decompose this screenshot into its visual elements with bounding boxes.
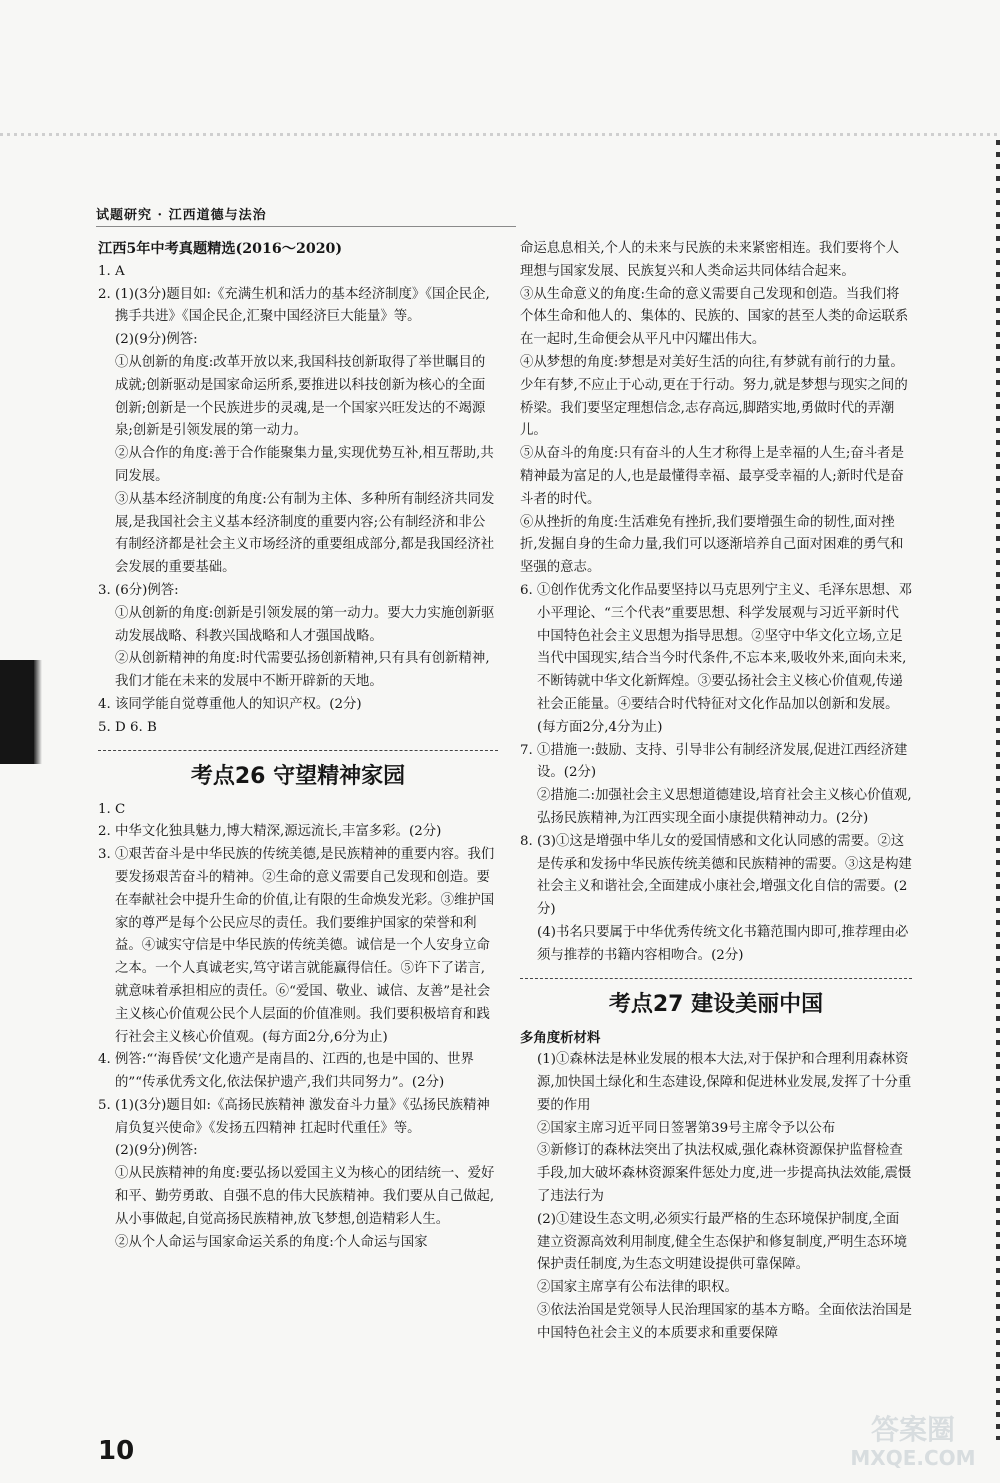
answer-3-part: ②从创新精神的角度:时代需要弘扬创新精神,只有具有创新精神,我们才能在未来的发展中不断开辟新的天地。 — [115, 651, 490, 690]
answer-7: 7. ①措施一:鼓励、支持、引导非公有制经济发展,促进江西经济建设。(2分) — [520, 742, 908, 781]
answer-2-part: (2)(9分)例答: — [115, 332, 198, 348]
topic27-answer: ②国家主席习近平同日签署第39号主席令予以公布 — [537, 1120, 836, 1136]
scan-artifact-line — [0, 133, 1000, 136]
continued-point: ⑥从挫折的角度:生活难免有挫折,我们要增强生命的韧性,面对挫折,发掘自身的生命力量,我们可以逐渐培养自己面对困难的勇气和坚强的意志。 — [520, 514, 904, 576]
topic-26-heading: 考点26 守望精神家园 — [190, 763, 406, 789]
watermark-logo — [836, 1405, 990, 1475]
section-title: 江西5年中考真题精选(2016～2020) — [98, 241, 343, 257]
answer-8: 8. (3)①这是增强中华儿女的爱国情感和文化认同感的需要。②这是传承和发扬中华民族传统美德和民族精神的需要。③这是构建社会主义和谐社会,全面建成小康社会,增强文化自信的需要。(2分) — [520, 833, 912, 918]
page-number: 10 — [98, 1436, 135, 1466]
topic27-answer: ③新修订的森林法突出了执法权威,强化森林资源保护监督检查手段,加大破坏森林资源案件惩处力度,进一步提高执法效能,震慑了违法行为 — [537, 1143, 912, 1205]
continued-text: 命运息息相关,个人的未来与民族的未来紧密相连。我们要将个人理想与国家发展、民族复兴和人类命运共同体结合起来。 — [520, 241, 900, 279]
answer-2-part: ③从基本经济制度的角度:公有制为主体、多种所有制经济共同发展,是我国社会主义基本经济制度的重要内容;公有制经济和非公有制经济都是社会主义市场经济的重要组成部分,都是我国经济社会发展的重要基础。 — [115, 491, 495, 576]
running-header: 试题研究 · 江西道德与法治 — [96, 208, 267, 223]
answer-7-part: ②措施二:加强社会主义思想道德建设,培育社会主义核心价值观,弘扬民族精神,为江西实现全面小康提供精神动力。(2分) — [537, 788, 912, 826]
side-tab-shadow — [34, 660, 42, 764]
right-column — [520, 238, 912, 1346]
section-divider — [520, 978, 912, 979]
continued-point: ⑤从奋斗的角度:只有奋斗的人生才称得上是幸福的人生;奋斗者是精神最为富足的人,也是最懂得幸福、最享受幸福的人;新时代是奋斗者的时代。 — [520, 446, 904, 507]
topic-27-heading: 考点27 建设美丽中国 — [608, 991, 824, 1017]
topic27-answer: (2)①建设生态文明,必须实行最严格的生态环境保护制度,全面建立资源高效利用制度,健全生态保护和修复制度,严明生态环境保护责任制度,为生态文明建设提供可靠保障。 — [537, 1211, 908, 1273]
topic26-answer: 4. 例答:“‘海昏侯’文化遗产是南昌的、江西的,也是中国的、世界的”“传承优秀文化,依法保护遗产,我们共同努力”。(2分) — [98, 1052, 474, 1091]
answer-8-part: (4)书名只要属于中华优秀传统文化书籍范围内即可,推荐理由必须与推荐的书籍内容相吻合。(2分) — [537, 924, 909, 963]
topic26-answer: 3. ①艰苦奋斗是中华民族的传统美德,是民族精神的重要内容。我们要发扬艰苦奋斗的精神。②生命的意义需要自己发现和创造。要在奉献社会中提升生命的价值,让有限的生命焕发光彩。③维护国家的尊严是每个公民应尽的责任。我们要维护国家的荣誉和利益。④诚实守信是中华民族的传统美德。诚信是一个人安身立命之本。一个人真诚老实,笃守诺言就能赢得信任。⑤许下了诺言,就意味着承担相应的责任。⑥“爱国、敬业、诚信、友善”是社会主义核心价值观公民个人层面的价值准则。我们要积极培育和践行社会主义核心价值观。(每方面2分,6分为止) — [98, 847, 495, 1045]
subheading: 多角度析材料 — [520, 1029, 601, 1046]
left-column — [98, 238, 498, 1254]
header-rule — [96, 226, 516, 227]
section-divider — [98, 750, 498, 751]
topic26-answer: 5. (1)(3分)题目如:《高扬民族精神 激发奋斗力量》《弘扬民族精神 肩负复兴使命》《发扬五四精神 扛起时代重任》等。 — [98, 1097, 490, 1136]
topic27-answer: (1)①森林法是林业发展的根本大法,对于保护和合理利用森林资源,加快国土绿化和生态建设,保障和促进林业发展,发挥了十分重要的作用 — [537, 1052, 912, 1113]
answer-6: 6. ①创作优秀文化作品要坚持以马克思列宁主义、毛泽东思想、邓小平理论、“三个代表”重要思想、科学发展观与习近平新时代中国特色社会主义思想为指导思想。②坚守中华文化立场,立足当代中国现实,结合当今时代条件,不忘本来,吸收外来,面向未来,不断铸就中华文化新辉煌。③要弘扬社会主义核心价值观,传递社会正能量。④要结合时代特征对文化作品加以创新和发展。(每方面2分,4分为止) — [520, 582, 912, 735]
topic26-answer: 2. 中华文化独具魅力,博大精深,源远流长,丰富多彩。(2分) — [98, 824, 442, 840]
answer-4: 4. 该同学能自觉尊重他人的知识产权。(2分) — [98, 696, 362, 712]
answer-2-part: ②从合作的角度:善于合作能聚集力量,实现优势互补,相互帮助,共同发展。 — [115, 446, 494, 484]
topic26-answer-part: ②从个人命运与国家命运关系的角度:个人命运与国家 — [115, 1234, 428, 1250]
svg-text:MXQE.COM: MXQE.COM — [850, 1446, 976, 1470]
answer-3: 3. (6分)例答: — [98, 582, 179, 598]
topic26-answer-part: (2)(9分)例答: — [115, 1143, 198, 1159]
topic26-answer-part: ①从民族精神的角度:要弘扬以爱国主义为核心的团结统一、爱好和平、勤劳勇敢、自强不息的伟大民族精神。我们要从自己做起,从小事做起,自觉高扬民族精神,放飞梦想,创造精彩人生。 — [115, 1166, 495, 1227]
topic27-answer: ③依法治国是党领导人民治理国家的基本方略。全面依法治国是中国特色社会主义的本质要求和重要保障 — [537, 1303, 912, 1341]
side-tab-marker — [0, 660, 34, 764]
svg-text:答案圈: 答案圈 — [870, 1413, 956, 1446]
topic26-answer: 1. C — [98, 801, 126, 817]
answer-2: 2. (1)(3分)题目如:《充满生机和活力的基本经济制度》《国企民企,携手共进》《国企民企,汇聚中国经济巨大能量》等。 — [98, 286, 490, 325]
continued-point: ④从梦想的角度:梦想是对美好生活的向往,有梦就有前行的力量。少年有梦,不应止于心动,更在于行动。努力,就是梦想与现实之间的桥梁。我们要坚定理想信念,志存高远,脚踏实地,勇做时代的弄潮儿。 — [520, 354, 908, 439]
answer-1: 1. A — [98, 263, 125, 279]
answer-3-part: ①从创新的角度:创新是引领发展的第一动力。要大力实施创新驱动发展战略、科教兴国战略和人才强国战略。 — [115, 605, 495, 644]
page-edge-artifact — [996, 140, 1000, 1440]
answer-2-part: ①从创新的角度:改革开放以来,我国科技创新取得了举世瞩目的成就;创新驱动是国家命运所系,要推进以科技创新为核心的全面创新;创新是一个民族进步的灵魂,是一个国家兴旺发达的不竭源泉;创新是引领发展的第一动力。 — [115, 354, 486, 439]
continued-point: ③从生命意义的角度:生命的意义需要自己发现和创造。当我们将个体生命和他人的、集体的、民族的、国家的甚至人类的命运联系在一起时,生命便会从平凡中闪耀出伟大。 — [520, 286, 909, 348]
answer-5-6: 5. D 6. B — [98, 719, 157, 735]
topic27-answer: ②国家主席享有公布法律的职权。 — [537, 1280, 738, 1296]
